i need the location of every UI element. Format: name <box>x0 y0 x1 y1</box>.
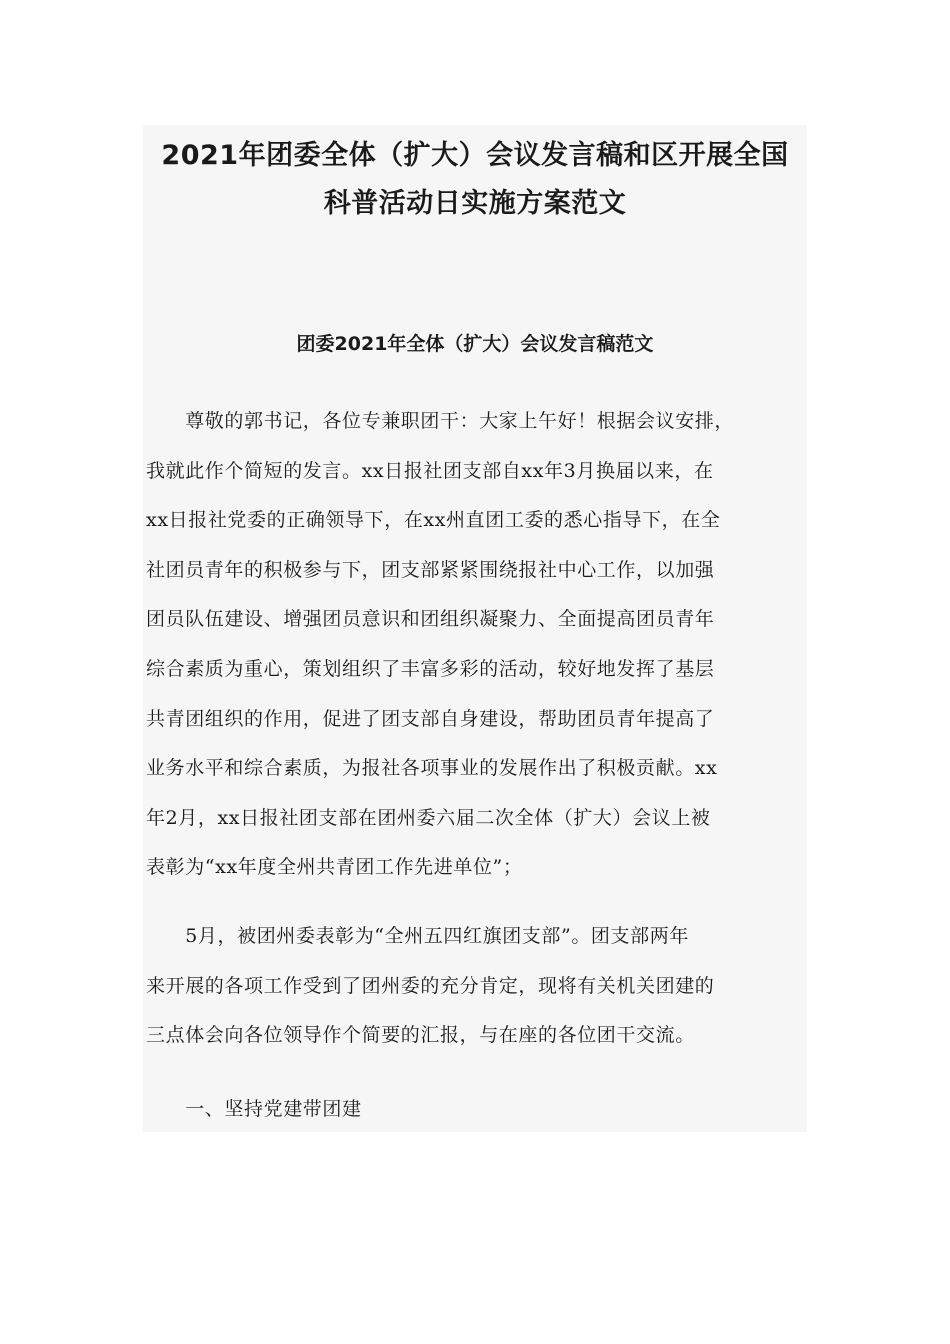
paragraph-line: 尊敬的郭书记，各位专兼职团干：大家上午好！根据会议安排， <box>146 410 735 432</box>
section-title: 团委2021年全体（扩大）会议发言稿范文 <box>296 333 654 355</box>
paragraph-line: 我就此作个简短的发言。xx日报社团支部自xx年3月换届以来，在 <box>146 459 714 482</box>
paragraph-line: 年2月，xx日报社团支部在团州委六届二次全体（扩大）会议上被 <box>146 806 711 829</box>
paragraph-line: 一、坚持党建带团建 <box>146 1098 362 1120</box>
document-title <box>0 132 950 228</box>
paragraph-line: 来开展的各项工作受到了团州委的充分肯定，现将有关机关团建的 <box>146 974 715 997</box>
document-title-line: 科普活动日实施方案范文 <box>323 188 627 219</box>
paragraph-line: 社团员青年的积极参与下，团支部紧紧围绕报社中心工作，以加强 <box>146 558 715 581</box>
paragraph-line: 综合素质为重心，策划组织了丰富多彩的活动，较好地发挥了基层 <box>146 657 715 680</box>
section-heading <box>146 1085 804 1135</box>
paragraph-line: xx日报社党委的正确领导下，在xx州直团工委的悉心指导下，在全 <box>146 509 721 532</box>
paragraph-line: 三点体会向各位领导作个简要的汇报，与在座的各位团干交流。 <box>146 1024 695 1047</box>
paragraph-line: 业务水平和综合素质，为报社各项事业的发展作出了积极贡献。xx <box>146 757 718 780</box>
paragraph-line: 表彰为“xx年度全州共青团工作先进单位”； <box>146 856 523 879</box>
paragraph-line: 5月，被团州委表彰为“全州五四红旗团支部”。团支部两年 <box>146 925 689 947</box>
body-paragraph <box>146 397 804 893</box>
document-title-line: 2021年团委全体（扩大）会议发言稿和区开展全国 <box>161 140 789 171</box>
paragraph-line: 团员队伍建设、增强团员意识和团组织凝聚力、全面提高团员青年 <box>146 608 715 631</box>
body-paragraph <box>146 912 804 1061</box>
paragraph-line: 共青团组织的作用，促进了团支部自身建设，帮助团员青年提高了 <box>146 707 715 730</box>
